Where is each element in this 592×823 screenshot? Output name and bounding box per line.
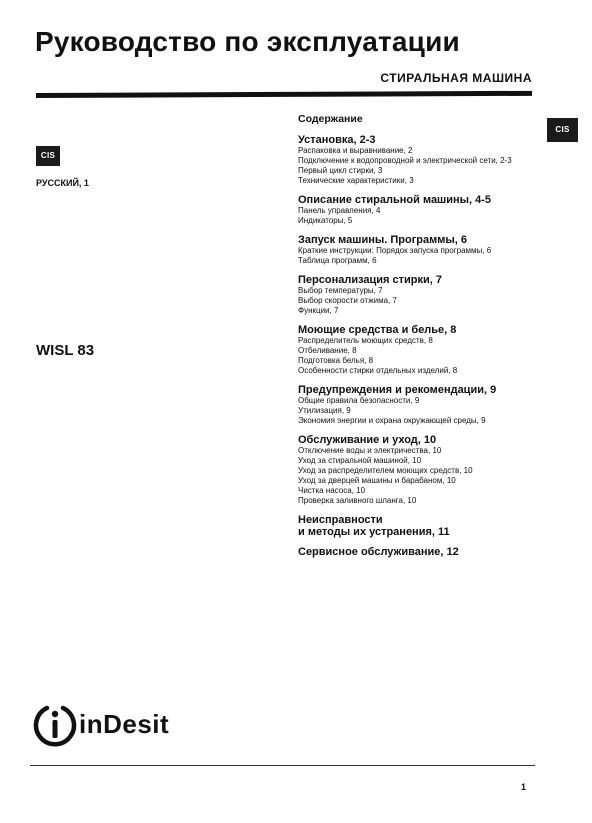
toc-item: Панель управления, 4	[298, 206, 381, 215]
toc-section	[298, 194, 538, 226]
toc-item: Краткие инструкции: Порядок запуска программы, 6	[298, 246, 492, 255]
toc-section	[298, 546, 538, 558]
language-entry: РУССКИЙ, 1	[36, 178, 89, 188]
page-title: Руководство по эксплуатации	[35, 26, 460, 57]
toc-item: Функции, 7	[298, 306, 339, 315]
toc-item: Распределитель моющих средств, 8	[298, 336, 433, 345]
toc-item: Чистка насоса, 10	[298, 486, 366, 495]
brand-logo	[33, 700, 169, 748]
toc-section-title: Сервисное обслуживание, 12	[298, 546, 459, 558]
page-number: 1	[521, 782, 527, 792]
toc-section-title: Установка, 2-3	[298, 134, 376, 146]
toc-item: Отбеливание, 8	[298, 346, 357, 355]
language-badge: CIS	[36, 146, 60, 166]
toc-section-title: Обслуживание и уход, 10	[298, 434, 437, 446]
toc-item: Подключение к водопроводной и электрической сети, 2-3	[298, 156, 512, 165]
toc-item: Уход за распределителем моющих средств, 10	[298, 466, 473, 475]
toc-section-title: Персонализация стирки, 7	[298, 274, 443, 286]
toc-item: Утилизация, 9	[298, 406, 351, 415]
toc-section	[298, 234, 538, 266]
toc-item: Уход за дверцей машины и барабаном, 10	[298, 476, 456, 485]
toc-item: Уход за стиральной машиной, 10	[298, 456, 422, 465]
toc-item: Технические характеристики, 3	[298, 176, 414, 185]
toc-item: Особенности стирки отдельных изделий, 8	[298, 366, 458, 375]
toc-section	[298, 134, 538, 186]
toc-section	[298, 514, 538, 538]
toc-item: Проверка заливного шланга, 10	[298, 496, 417, 505]
toc-item: Индикаторы, 5	[298, 216, 353, 225]
page-subtitle: СТИРАЛЬНАЯ МАШИНА	[380, 71, 532, 85]
toc-section	[298, 274, 538, 316]
toc-sections	[298, 134, 538, 558]
toc-item: Выбор скорости отжима, 7	[298, 296, 397, 305]
footer-divider	[30, 765, 535, 766]
power-i-logo-icon	[33, 700, 77, 748]
brand-name: inDesit	[79, 708, 170, 739]
toc-section-title: Неисправности и методы их устранения, 11	[298, 514, 450, 538]
model-number: WISL 83	[36, 342, 95, 359]
toc-heading: Содержание	[298, 113, 363, 125]
toc-item: Таблица программ, 6	[298, 256, 377, 265]
toc-item: Экономия энергии и охрана окружающей среды, 9	[298, 416, 486, 425]
toc-item: Отключение воды и электричества, 10	[298, 446, 442, 455]
side-language-tab: CIS	[547, 118, 578, 142]
toc-item: Общие правила безопасности, 9	[298, 396, 420, 405]
toc-section	[298, 434, 538, 506]
toc-item: Первый цикл стирки, 3	[298, 166, 383, 175]
toc-section	[298, 324, 538, 376]
toc-item: Распаковка и выравнивание, 2	[298, 146, 413, 155]
toc-item: Выбор температуры, 7	[298, 286, 383, 295]
toc-section-title: Запуск машины. Программы, 6	[298, 234, 468, 246]
toc-section-title: Предупреждения и рекомендации, 9	[298, 384, 497, 396]
toc-section-title: Моющие средства и белье, 8	[298, 324, 457, 336]
table-of-contents	[298, 113, 538, 566]
toc-section-title: Описание стиральной машины, 4-5	[298, 194, 492, 206]
toc-item: Подготовка белья, 8	[298, 356, 374, 365]
header-divider	[36, 91, 532, 98]
toc-section	[298, 384, 538, 426]
